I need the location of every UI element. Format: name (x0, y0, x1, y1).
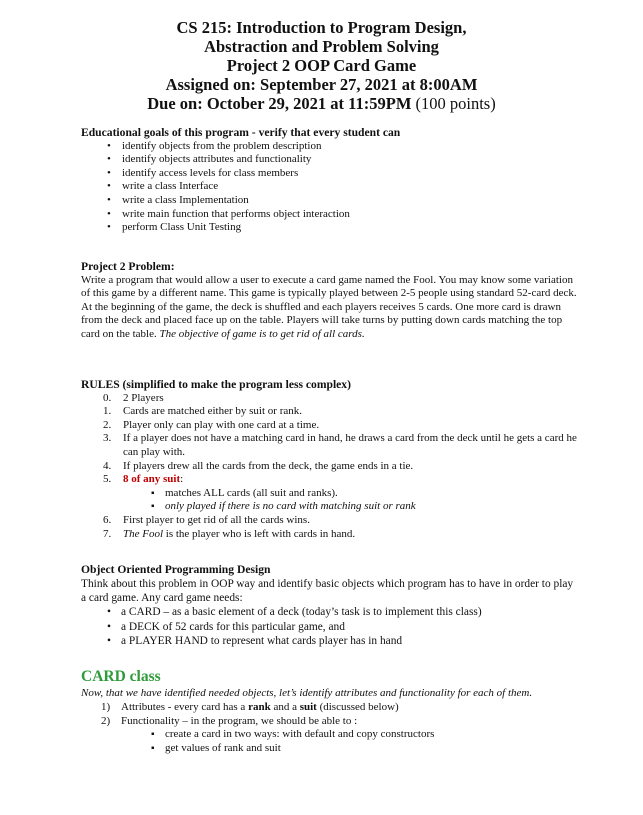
rule-item: 3. If a player does not have a matching card in hand, he draws a card from the deck until he gets a card he can play with. (103, 432, 577, 458)
list-item: ▪ create a card in two ways: with default and copy constructors (81, 728, 581, 742)
list-item: • a DECK of 52 cards for this particular game, and (81, 620, 576, 635)
card-section (81, 668, 581, 755)
rule-item: 4. If players drew all the cards from the deck, the game ends in a tie. (103, 459, 414, 472)
problem-title: Project 2 Problem: (81, 260, 175, 273)
card-class-title: CARD class (81, 668, 161, 685)
goals-section (81, 126, 581, 235)
assigned-date: Assigned on: September 27, 2021 at 8:00AM (165, 75, 478, 94)
rules-section (81, 378, 581, 541)
project-title: Project 2 OOP Card Game (226, 56, 417, 75)
problem-text: Write a program that would allow a user to execute a card game named the Fool. You may know some variation of this game by a different name. This game is typically played between 2-5 people using standard 52-card deck. At the beginning of the game, the deck is shuffled and each players receives 5 cards. One more card is drawn from the deck and placed face up on the table. Players will take turns by putting down cards matching the top card on the table. The objective of game is to get rid of all cards. (81, 273, 577, 340)
list-item: • write a class Implementation (81, 194, 581, 208)
card-list (81, 700, 581, 728)
goals-list (81, 140, 581, 235)
problem-section (81, 260, 581, 342)
rules-title: RULES (simplified to make the program less complex) (81, 378, 351, 391)
list-item: ▪ get values of rank and suit (81, 742, 581, 756)
rule-5-sublist (81, 487, 581, 514)
list-item: • a CARD – as a basic element of a deck (today’s task is to implement this class) (81, 605, 576, 620)
list-item: • identify access levels for class members (81, 167, 581, 181)
list-item: • identify objects from the problem description (81, 140, 581, 154)
ood-section (81, 563, 576, 649)
rule-item: 5. 8 of any suit: (103, 473, 184, 486)
due-date: Due on: October 29, 2021 at 11:59PM (100 points) (147, 94, 496, 113)
rule-item: 6. First player to get rid of all the cards wins. (103, 513, 310, 526)
rules-list-cont (81, 514, 581, 541)
rule-item: 7. The Fool is the player who is left with cards in hand. (103, 527, 356, 540)
goals-title: Educational goals of this program - verify that every student can (81, 126, 401, 139)
list-item: ▪ only played if there is no card with matching suit or rank (81, 500, 581, 514)
list-item: • write main function that performs object interaction (81, 208, 581, 222)
ood-list (81, 605, 576, 649)
card-attributes-item: 1) Attributes - every card has a rank and a suit (discussed below) (101, 701, 399, 713)
list-item: • write a class Interface (81, 180, 581, 194)
rule-item: 0. 2 Players (103, 391, 164, 404)
document-header (0, 18, 643, 113)
rule-item: 2. Player only can play with one card at a time. (103, 418, 320, 431)
ood-text: Think about this problem in OOP way and identify basic objects which program has to have in order to play a card game. Any card game needs: (81, 577, 574, 604)
card-intro: Now, that we have identified needed objects, let’s identify attributes and functionality for each of them. (81, 687, 533, 699)
list-item: • a PLAYER HAND to represent what cards player has in hand (81, 634, 576, 649)
rule-item: 1. Cards are matched either by suit or rank. (103, 405, 302, 418)
ood-title: Object Oriented Programming Design (81, 563, 271, 576)
course-title: CS 215: Introduction to Program Design, (176, 18, 467, 37)
card-functionality-sublist (81, 728, 581, 755)
list-item: ▪ matches ALL cards (all suit and ranks). (81, 487, 581, 501)
rules-list (81, 392, 581, 487)
list-item: • identify objects attributes and functionality (81, 153, 581, 167)
card-functionality-item: 2) Functionality – in the program, we should be able to : (101, 715, 358, 727)
course-subtitle: Abstraction and Problem Solving (204, 37, 439, 56)
list-item: • perform Class Unit Testing (81, 221, 581, 235)
